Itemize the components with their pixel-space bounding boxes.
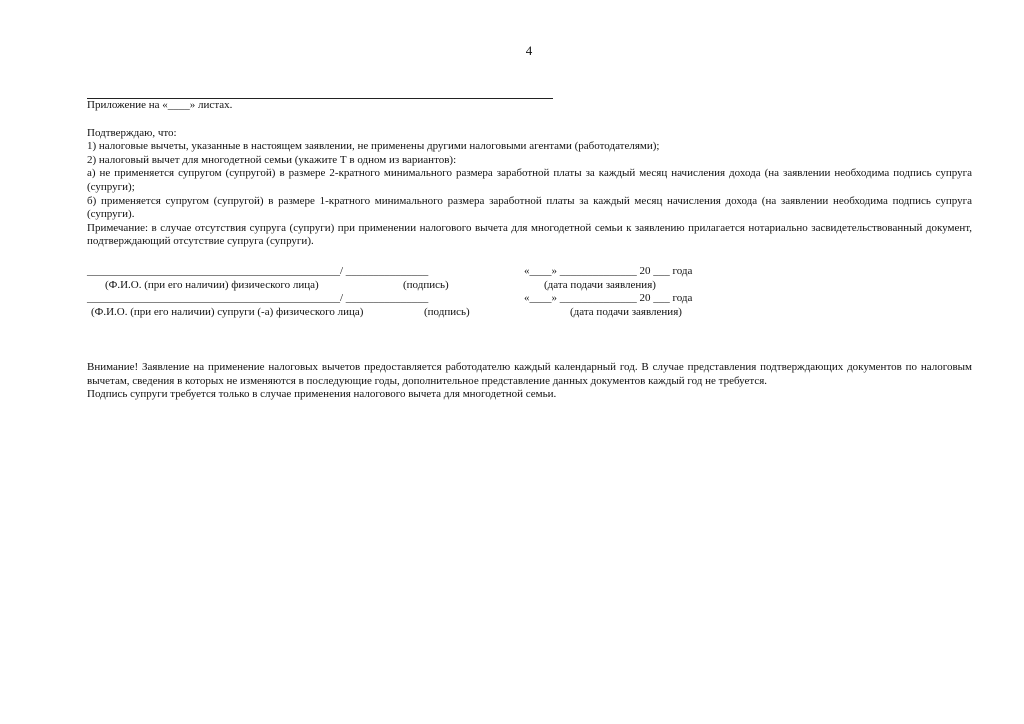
confirm-item-1: 1) налоговые вычеты, указанные в настоящем заявлении, не применены другими налоговыми агентами (работодателями); bbox=[87, 140, 660, 153]
confirm-option-a: а) не применяется супругом (супругой) в размере 2-кратного минимального размера заработной платы за каждый месяц начисления дохода (на заявлении необходима подпись супруга (супруги); bbox=[87, 167, 972, 193]
applicant-signature-line: ______________________________________________/ _______________ bbox=[87, 264, 429, 277]
spacer bbox=[87, 321, 972, 361]
applicant-date-caption: (дата подачи заявления) bbox=[544, 278, 656, 291]
attachment-underline bbox=[87, 86, 553, 99]
spouse-signature-notice: Подпись супруги требуется только в случае применения налогового вычета для многодетной семьи. bbox=[87, 388, 557, 401]
confirm-item-2: 2) налоговый вычет для многодетной семьи (укажите Т в одном из вариантов): bbox=[87, 153, 457, 166]
attachment-text: Приложение на «____» листах. bbox=[87, 99, 233, 111]
spacer bbox=[87, 113, 972, 127]
confirm-note: Примечание: в случае отсутствия супруга (супруги) при применении налогового вычета для многодетной семьи к заявлению прилагается нотариально засвидетельствованный документ, подтверждающий отсутствие супруга (супруги). bbox=[87, 221, 972, 248]
page-number: 4 bbox=[525, 43, 533, 58]
spacer bbox=[87, 249, 972, 265]
spouse-name-caption: (Ф.И.О. (при его наличии) супруги (-а) физического лица) bbox=[91, 305, 364, 318]
applicant-name-caption: (Ф.И.О. (при его наличии) физического лица) bbox=[105, 278, 319, 291]
spouse-date-line: «____» ______________ 20 ___ года bbox=[524, 292, 693, 305]
attention-notice: Внимание! Заявление на применение налоговых вычетов предоставляется работодателю каждый календарный год. В случае представления подтверждающих документов по налоговым вычетам, сведения в которых не изменяются в последующие годы, дополнительное представление данных документов каждый год не требуется. bbox=[87, 360, 972, 387]
spouse-sign-caption: (подпись) bbox=[424, 305, 470, 318]
signature-block bbox=[87, 265, 972, 321]
confirm-option-b: б) применяется супругом (супругой) в размере 1-кратного минимального размера заработной платы за каждый месяц начисления дохода (на заявлении необходима подпись супруга (супруги). bbox=[87, 194, 972, 221]
applicant-date-line: «____» ______________ 20 ___ года bbox=[524, 264, 693, 277]
document-body bbox=[87, 86, 972, 402]
confirm-heading: Подтверждаю, что: bbox=[87, 126, 177, 139]
applicant-sign-caption: (подпись) bbox=[403, 278, 449, 291]
spouse-signature-line: ______________________________________________/ _______________ bbox=[87, 292, 429, 305]
spouse-date-caption: (дата подачи заявления) bbox=[570, 305, 682, 318]
